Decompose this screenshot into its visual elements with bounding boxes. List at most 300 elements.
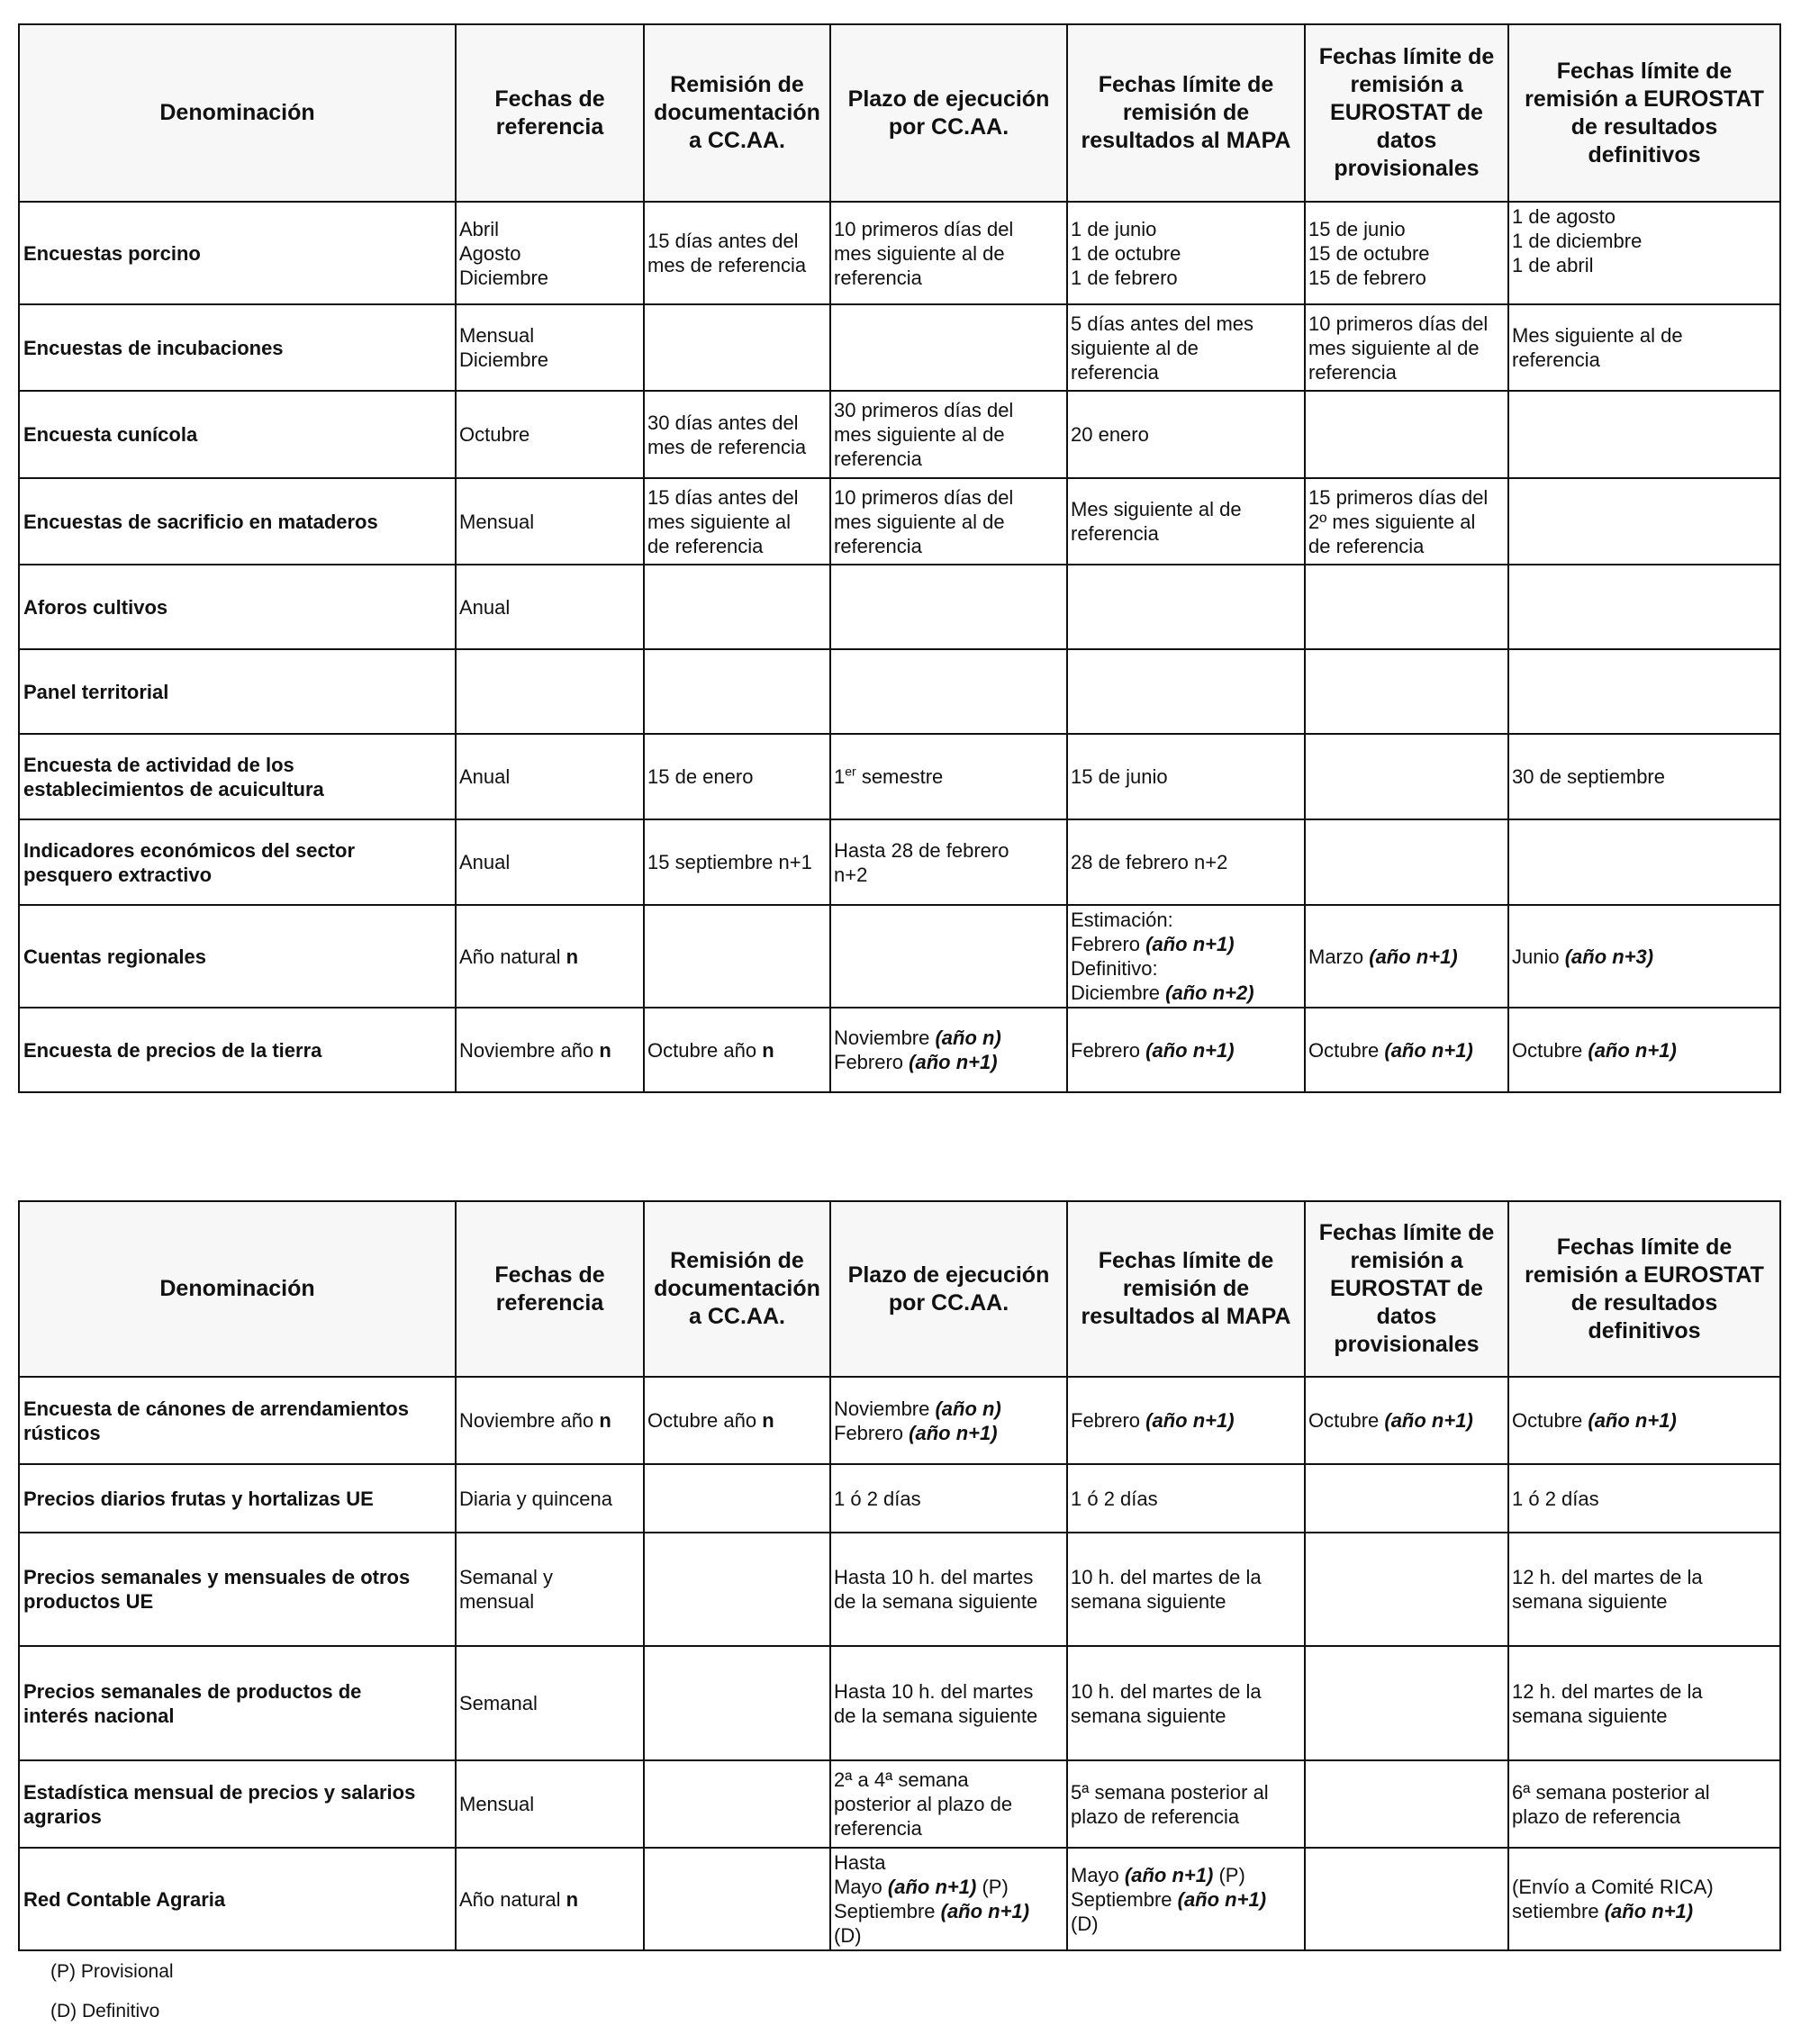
cell-line (459, 1038, 640, 1063)
cell-text: Octubre año (647, 1409, 763, 1432)
column-header: Plazo de ejecución por CC.AA. (830, 1201, 1067, 1377)
cell-line: Semanal (459, 1692, 538, 1714)
table-cell (1305, 734, 1508, 819)
cell-line: mensual (459, 1590, 535, 1613)
cell-line: 10 primeros días del (834, 485, 1014, 509)
table-cell (1508, 478, 1780, 565)
cell-line: 20 enero (1071, 423, 1149, 446)
cell-line: Diciembre (459, 266, 549, 289)
cell-line (1071, 1887, 1301, 1912)
table-cell (1508, 1646, 1780, 1760)
cell-text: Año natural (459, 945, 566, 968)
cell-text: 1 (834, 765, 846, 788)
column-header: Denominación (19, 1201, 456, 1377)
cell-text: Octubre año (647, 1038, 763, 1062)
cell-line: Encuesta de actividad de los (23, 753, 294, 776)
cell-text: Octubre (1308, 1409, 1385, 1432)
cell-line: mes siguiente al de (834, 423, 1005, 446)
cell-line: 5ª semana posterior al (1071, 1780, 1269, 1804)
cell-line: Diciembre (459, 348, 549, 371)
cell-line (834, 1397, 1063, 1421)
cell-line: semana siguiente (1071, 1704, 1226, 1727)
cell-text: (año n+1) (1145, 1038, 1235, 1062)
cell-line: referencia (834, 266, 922, 289)
table-cell (830, 1848, 1067, 1950)
cell-line: 1 de diciembre (1512, 230, 1643, 252)
table-cell (1305, 1646, 1508, 1760)
table-cell (830, 649, 1067, 734)
table-cell (830, 1760, 1067, 1848)
table-cell (644, 565, 830, 649)
row-name-cell (19, 391, 456, 478)
column-header: Remisión de documentación a CC.AA. (644, 1201, 830, 1377)
cell-line: 15 primeros días del (1308, 485, 1489, 509)
cell-line: (Envío a Comité RICA) (1512, 1876, 1714, 1898)
table-cell (830, 819, 1067, 905)
table-cell (456, 1533, 644, 1646)
table-cell (830, 304, 1067, 391)
table-cell (1067, 1377, 1305, 1464)
table-cell (1067, 202, 1305, 304)
cell-line: 1 de junio (1071, 217, 1157, 240)
cell-line: posterior al plazo de (834, 1793, 1013, 1815)
cell-line: 10 h. del martes de la (1071, 1679, 1262, 1703)
table-cell (456, 1008, 644, 1092)
table-cell (1305, 1464, 1508, 1533)
cell-text: (año n+1) (1588, 1409, 1677, 1432)
cell-text: (año n+1) (1604, 1900, 1694, 1922)
table-cell (644, 1646, 830, 1760)
table-cell (1305, 1377, 1508, 1464)
cell-text: (año n+1) (909, 1421, 998, 1444)
cell-text: (año n+1) (1384, 1409, 1473, 1432)
column-header: Plazo de ejecución por CC.AA. (830, 24, 1067, 202)
table-cell (456, 905, 644, 1008)
table-cell (1067, 304, 1305, 391)
table-cell (1305, 391, 1508, 478)
table-cell (456, 1377, 644, 1464)
table-cell (1508, 1464, 1780, 1533)
cell-line: 12 h. del martes de la (1512, 1566, 1703, 1588)
cell-line: 30 días antes del (647, 411, 799, 434)
cell-line: referencia (834, 534, 922, 557)
cell-text: Septiembre (834, 1900, 941, 1922)
cell-line: establecimientos de acuicultura (23, 777, 324, 800)
cell-text: Noviembre (834, 1027, 936, 1049)
table-cell (644, 1848, 830, 1950)
cell-line: plazo de referencia (1512, 1804, 1681, 1828)
column-header: Fechas de referencia (456, 24, 644, 202)
cell-line: Mensual (459, 1793, 535, 1815)
table-row (19, 1533, 1780, 1646)
table-cell (1508, 1533, 1780, 1646)
cell-text: (año n+1) (1124, 1863, 1214, 1886)
column-header: Remisión de documentación a CC.AA. (644, 24, 830, 202)
cell-line: Anual (459, 851, 511, 873)
cell-line: Anual (459, 765, 511, 788)
cell-line: 15 de febrero (1308, 266, 1426, 289)
table-cell (1508, 202, 1780, 304)
cell-text: n (599, 1409, 611, 1432)
column-header: Fechas límite de remisión a EUROSTAT de datos provisionales (1305, 24, 1508, 202)
cell-line: de referencia (1308, 534, 1425, 557)
table-cell (1305, 905, 1508, 1008)
cell-text: Febrero (1071, 1409, 1146, 1432)
table-row (19, 565, 1780, 649)
cell-line: Encuestas porcino (23, 241, 201, 265)
cell-text: Mayo (834, 1876, 888, 1898)
cell-line: Hasta 10 h. del martes (834, 1566, 1034, 1588)
cell-line: Encuesta de cánones de arrendamientos (23, 1397, 409, 1420)
cell-line (1071, 1408, 1301, 1433)
table-cell (644, 478, 830, 565)
cell-text: Febrero (834, 1421, 910, 1444)
cell-line: 15 días antes del (647, 230, 799, 252)
table-row (19, 905, 1780, 1008)
cell-text: (año n+1) (909, 1051, 998, 1073)
cell-line: interés nacional (23, 1704, 175, 1727)
cell-line: 15 de junio (1071, 765, 1168, 788)
table-cell (644, 202, 830, 304)
table-cell (456, 391, 644, 478)
cell-line (647, 1038, 827, 1063)
cell-line: siguiente al de (1071, 336, 1199, 359)
table-row (19, 478, 1780, 565)
cell-line (647, 1408, 827, 1433)
cell-line (1308, 1408, 1505, 1433)
table-cell (1305, 1008, 1508, 1092)
cell-text: Marzo (1308, 945, 1370, 968)
table-cell (1067, 1464, 1305, 1533)
cell-line (1071, 1863, 1301, 1887)
table-cell (1067, 819, 1305, 905)
cell-text: er (845, 764, 856, 779)
table-row (19, 734, 1780, 819)
cell-line: 15 días antes del (647, 485, 799, 509)
cell-line: Precios diarios frutas y hortalizas UE (23, 1487, 374, 1510)
cell-line: referencia (1512, 348, 1600, 371)
cell-text: setiembre (1512, 1900, 1605, 1922)
cell-line: (D) (834, 1924, 862, 1947)
cell-line: referencia (834, 448, 922, 470)
cell-line: Octubre (459, 423, 530, 446)
table-cell (644, 1760, 830, 1848)
row-name-cell (19, 1008, 456, 1092)
cell-line (459, 1408, 640, 1433)
cell-text: (año n+1) (1145, 1409, 1235, 1432)
row-name-cell (19, 905, 456, 1008)
table-cell (644, 1464, 830, 1533)
cell-line: Semanal y (459, 1566, 553, 1588)
cell-line (459, 1887, 640, 1912)
table-cell (1508, 819, 1780, 905)
cell-line: 6ª semana posterior al (1512, 1780, 1710, 1804)
table-cell (830, 905, 1067, 1008)
row-name-cell (19, 565, 456, 649)
table-cell (456, 1760, 644, 1848)
table-cell (1067, 905, 1305, 1008)
cell-text: Noviembre año (459, 1409, 600, 1432)
column-header: Fechas de referencia (456, 1201, 644, 1377)
cell-text: (año n+1) (1145, 933, 1235, 955)
cell-text: (año n+1) (1177, 1887, 1267, 1911)
table-cell (644, 905, 830, 1008)
cell-line: mes siguiente al (647, 510, 791, 533)
table-cell (1508, 304, 1780, 391)
row-name-cell (19, 1464, 456, 1533)
table-cell (830, 565, 1067, 649)
schedule-table-1 (18, 23, 1781, 1093)
cell-line: semana siguiente (1512, 1590, 1668, 1613)
cell-line: (D) (1071, 1912, 1099, 1935)
table-cell (1305, 1848, 1508, 1950)
table-cell (644, 1008, 830, 1092)
cell-line: rústicos (23, 1421, 101, 1444)
cell-line: mes de referencia (647, 435, 807, 458)
cell-line: agrarios (23, 1804, 102, 1828)
table-row (19, 391, 1780, 478)
table-cell (830, 391, 1067, 478)
table-cell (830, 202, 1067, 304)
table-cell (1508, 734, 1780, 819)
cell-line: de la semana siguiente (834, 1704, 1038, 1727)
cell-text: n (566, 945, 579, 968)
cell-line: referencia (834, 1817, 922, 1840)
cell-line: de referencia (647, 534, 764, 557)
cell-text: Diciembre (1071, 981, 1166, 1004)
table-cell (456, 565, 644, 649)
table-cell (644, 304, 830, 391)
table-cell (1067, 565, 1305, 649)
table-cell (456, 734, 644, 819)
cell-text: Febrero (834, 1051, 910, 1073)
row-name-cell (19, 1760, 456, 1848)
cell-line: 1 de agosto (1512, 205, 1615, 228)
cell-text: Noviembre (834, 1397, 936, 1420)
cell-text: (año n+3) (1564, 945, 1654, 968)
cell-line (1308, 945, 1505, 969)
cell-line: Panel territorial (23, 680, 169, 703)
table-row (19, 1464, 1780, 1533)
table-cell (456, 1646, 644, 1760)
table-cell (830, 1377, 1067, 1464)
cell-line (1512, 1408, 1777, 1433)
cell-line: Anual (459, 595, 511, 619)
table-cell (644, 649, 830, 734)
cell-text: Febrero (1071, 1038, 1146, 1062)
cell-line (834, 1875, 1063, 1899)
cell-line: 15 de octubre (1308, 241, 1430, 265)
table-cell (1508, 565, 1780, 649)
table-cell (1305, 202, 1508, 304)
cell-text: (año n+1) (887, 1876, 977, 1898)
table-cell (830, 734, 1067, 819)
cell-line (834, 1421, 1063, 1445)
cell-line (459, 945, 640, 969)
table-cell (1067, 734, 1305, 819)
column-header: Fechas límite de remisión de resultados al MAPA (1067, 1201, 1305, 1377)
table-cell (644, 1377, 830, 1464)
cell-line: 1 ó 2 días (834, 1487, 921, 1510)
table-cell (830, 1464, 1067, 1533)
cell-line: Estadística mensual de precios y salarios (23, 1780, 416, 1804)
table-cell (1508, 1377, 1780, 1464)
cell-text: Septiembre (1071, 1887, 1178, 1911)
cell-line: 15 septiembre n+1 (647, 851, 812, 873)
cell-line: Aforos cultivos (23, 595, 168, 619)
table-cell (1305, 819, 1508, 905)
table-cell (644, 734, 830, 819)
cell-text: (P) (1213, 1863, 1245, 1886)
table-cell (456, 649, 644, 734)
table-cell (644, 1533, 830, 1646)
cell-text: Febrero (1071, 933, 1146, 955)
cell-line (834, 1899, 1063, 1923)
table-cell (1305, 1760, 1508, 1848)
table-cell (1508, 1008, 1780, 1092)
table-row (19, 1760, 1780, 1848)
table-cell (1067, 1008, 1305, 1092)
cell-line: referencia (1071, 360, 1159, 384)
cell-text: Mayo (1071, 1863, 1125, 1886)
row-name-cell (19, 1646, 456, 1760)
cell-line: pesquero extractivo (23, 863, 213, 886)
cell-line: 2ª a 4ª semana (834, 1768, 969, 1791)
table-cell (1067, 391, 1305, 478)
cell-line: 1 ó 2 días (1512, 1487, 1599, 1510)
cell-text: Octubre (1308, 1038, 1385, 1062)
table-cell (1508, 1848, 1780, 1950)
cell-line: mes siguiente al de (834, 510, 1005, 533)
cell-text: (año n) (935, 1027, 1001, 1049)
table-row (19, 819, 1780, 905)
cell-line: Encuesta cunícola (23, 423, 198, 446)
row-name-cell (19, 649, 456, 734)
cell-line: semana siguiente (1071, 1590, 1226, 1613)
cell-line: n+2 (834, 863, 868, 886)
cell-line (1071, 981, 1301, 1005)
cell-line: 15 de junio (1308, 217, 1406, 240)
table-cell (456, 819, 644, 905)
cell-line: Precios semanales de productos de (23, 1679, 362, 1703)
table-cell (1067, 478, 1305, 565)
cell-text: n (599, 1038, 611, 1062)
cell-line (1512, 1899, 1777, 1923)
cell-line: 12 h. del martes de la (1512, 1679, 1703, 1703)
column-header: Fechas límite de remisión a EUROSTAT de resultados definitivos (1508, 1201, 1780, 1377)
cell-line (1308, 1038, 1505, 1063)
column-header: Fechas límite de remisión a EUROSTAT de resultados definitivos (1508, 24, 1780, 202)
table-cell (1305, 649, 1508, 734)
row-name-cell (19, 1377, 456, 1464)
cell-text: Octubre (1512, 1038, 1588, 1062)
cell-line: 1 de febrero (1071, 266, 1178, 289)
row-name-cell (19, 304, 456, 391)
footnote-provisional: (P) Provisional (50, 1961, 174, 1982)
cell-line: 5 días antes del mes (1071, 312, 1254, 335)
cell-text: (P) (976, 1876, 1009, 1898)
cell-text: (año n+1) (1588, 1038, 1677, 1062)
table-cell (1305, 304, 1508, 391)
cell-line: Cuentas regionales (23, 945, 206, 968)
table-row (19, 1377, 1780, 1464)
cell-line (834, 1050, 1063, 1074)
row-name-cell (19, 734, 456, 819)
cell-line (1071, 932, 1301, 956)
cell-line: 2º mes siguiente al (1308, 510, 1476, 533)
table-cell (830, 478, 1067, 565)
footnote-definitivo: (D) Definitivo (50, 2001, 160, 2021)
cell-text: (año n+1) (940, 1900, 1030, 1922)
cell-line: 1 ó 2 días (1071, 1487, 1158, 1510)
row-name-cell (19, 478, 456, 565)
cell-line: mes siguiente al de (1308, 336, 1480, 359)
cell-text: semestre (855, 765, 944, 788)
column-header: Fechas límite de remisión a EUROSTAT de datos provisionales (1305, 1201, 1508, 1377)
row-name-cell (19, 202, 456, 304)
cell-text: Octubre (1512, 1409, 1588, 1432)
table-cell (1508, 1760, 1780, 1848)
table-cell (830, 1008, 1067, 1092)
cell-text: Noviembre año (459, 1038, 600, 1062)
table-cell (456, 304, 644, 391)
cell-line: mes siguiente al de (834, 241, 1005, 265)
cell-line: referencia (1071, 522, 1159, 545)
cell-line: Mensual (459, 510, 535, 533)
cell-line: productos UE (23, 1590, 154, 1613)
cell-line (1071, 1038, 1301, 1063)
cell-text: (año n+1) (1384, 1038, 1473, 1062)
cell-line: Encuestas de sacrificio en mataderos (23, 510, 378, 533)
cell-line: 1 de octubre (1071, 241, 1181, 265)
cell-line: 30 de septiembre (1512, 765, 1665, 788)
cell-text: n (762, 1038, 774, 1062)
table-row (19, 202, 1780, 304)
cell-text: (año n+1) (1369, 945, 1458, 968)
cell-line: de la semana siguiente (834, 1590, 1038, 1613)
table-row (19, 1646, 1780, 1760)
cell-line: 28 de febrero n+2 (1071, 851, 1228, 873)
cell-line: 1 de abril (1512, 254, 1594, 276)
cell-line: Estimación: (1071, 909, 1173, 931)
table-cell (644, 819, 830, 905)
cell-text: n (762, 1409, 774, 1432)
table-cell (1305, 1533, 1508, 1646)
cell-text: (año n+2) (1165, 981, 1254, 1004)
table-cell (1067, 649, 1305, 734)
cell-line: Hasta 10 h. del martes (834, 1679, 1034, 1703)
cell-line: referencia (1308, 360, 1397, 384)
cell-line: Red Contable Agraria (23, 1887, 226, 1911)
cell-line: Definitivo: (1071, 957, 1158, 980)
table-cell (456, 1848, 644, 1950)
cell-line: Encuestas de incubaciones (23, 336, 284, 359)
cell-text: n (566, 1887, 579, 1911)
table-cell (830, 1646, 1067, 1760)
table-cell (1305, 565, 1508, 649)
cell-line (1512, 1038, 1777, 1063)
table-cell (644, 391, 830, 478)
table-cell (456, 1464, 644, 1533)
cell-line: plazo de referencia (1071, 1804, 1240, 1828)
table-cell (1067, 1848, 1305, 1950)
table-cell (830, 1533, 1067, 1646)
cell-line: Mes siguiente al de (1071, 498, 1242, 520)
table-row (19, 1008, 1780, 1092)
cell-line: Agosto (459, 241, 521, 265)
cell-line: 10 h. del martes de la (1071, 1566, 1262, 1588)
table-row (19, 649, 1780, 734)
